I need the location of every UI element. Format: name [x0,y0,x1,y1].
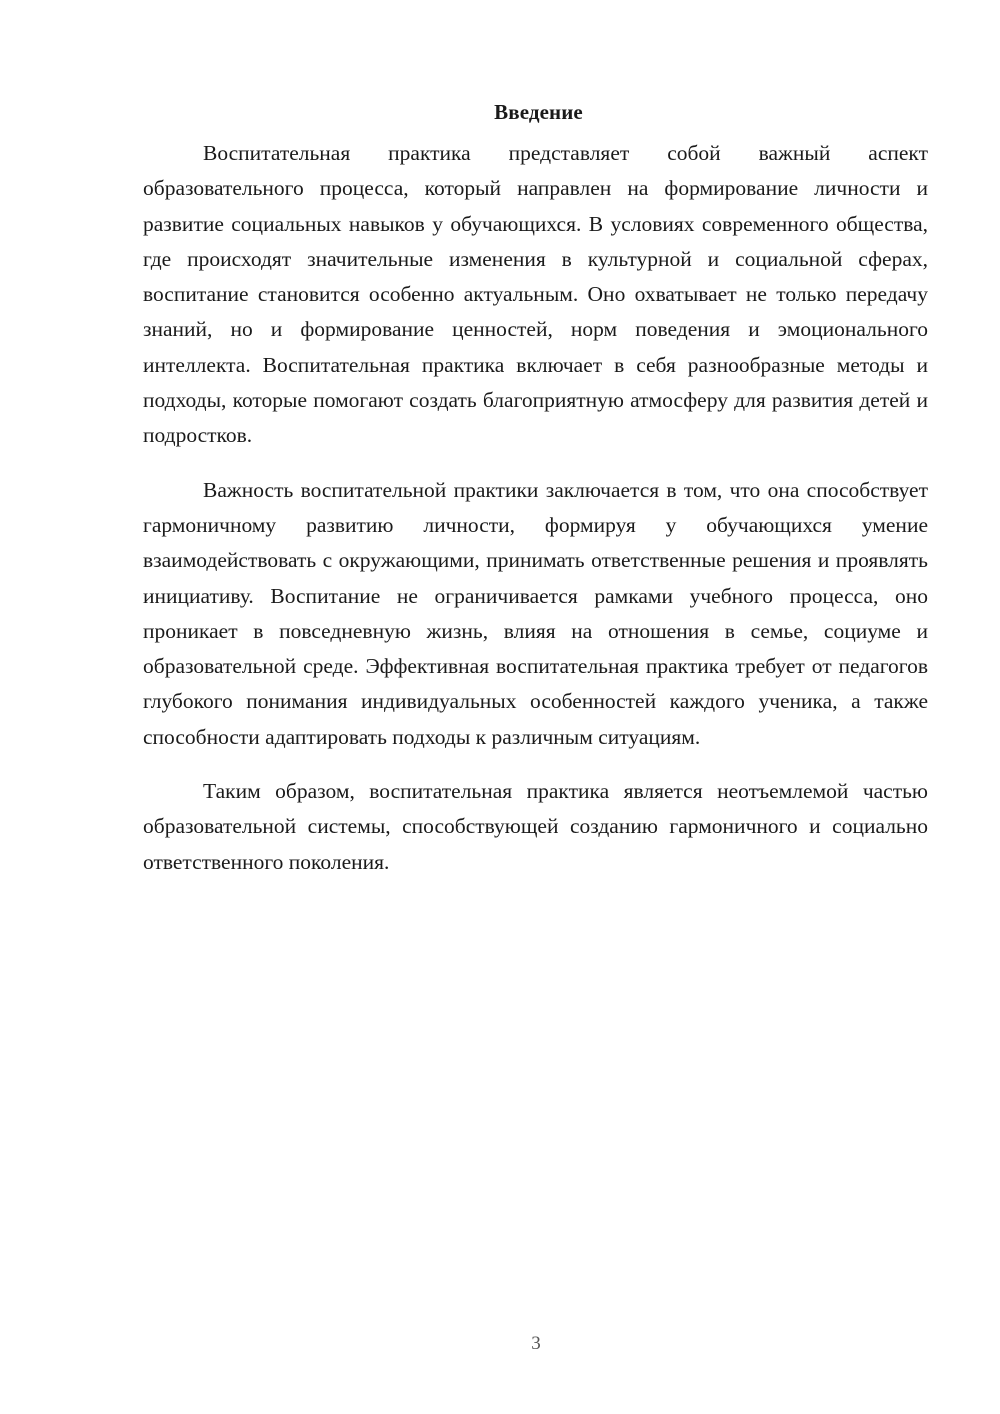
paragraph-1: Воспитательная практика представляет собой важный аспект образовательного процесса, который направлен на формирование личности и развитие социальных навыков у обучающихся. В условиях современного общества, где происходят значительные изменения в культурной и социальной сферах, воспитание становится особенно актуальным. Оно охватывает не только передачу знаний, но и формирование ценностей, норм поведения и эмоционального интеллекта. Воспитательная практика включает в себя разнообразные методы и подходы, которые помогают создать благоприятную атмосферу для развития детей и подростков. [143,141,928,448]
paragraph-3: Таким образом, воспитательная практика является неотъемлемой частью образовательной системы, способствующей созданию гармоничного и социально ответственного поколения. [143,779,928,874]
page-number: 3 [531,1333,541,1354]
paragraph-2: Важность воспитательной практики заключается в том, что она способствует гармоничному развитию личности, формируя у обучающихся умение взаимодействовать с окружающими, принимать ответственные решения и проявлять инициативу. Воспитание не ограничивается рамками учебного процесса, оно проникает в повседневную жизнь, влияя на отношения в семье, социуме и образовательной среде. Эффективная воспитательная практика требует от педагогов глубокого понимания индивидуальных особенностей каждого ученика, а также способности адаптировать подходы к различным ситуациям. [143,477,928,749]
page-body [143,98,928,899]
section-heading: Введение [494,100,583,124]
